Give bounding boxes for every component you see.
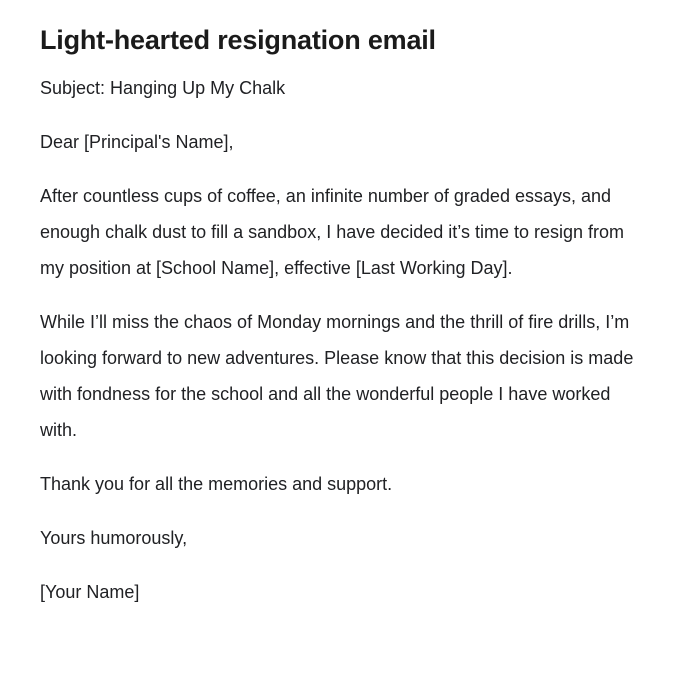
email-body-paragraph-3: Thank you for all the memories and support.	[40, 474, 393, 494]
email-closing: Yours humorously,	[40, 528, 188, 548]
email-body-paragraph-2: While I’ll miss the chaos of Monday mornings and the thrill of fire drills, I’m looking forward to new adventures. Please know that this decision is made with fondness for the school and all the wonderful people I have worked with.	[40, 312, 634, 440]
email-body-paragraph-1: After countless cups of coffee, an infinite number of graded essays, and enough chalk dust to fill a sandbox, I have decided it’s time to resign from my position at [School Name], effective [Last Working Day].	[40, 186, 624, 278]
email-subject-line: Subject: Hanging Up My Chalk	[40, 78, 286, 98]
email-signature: [Your Name]	[40, 582, 140, 602]
email-salutation: Dear [Principal's Name],	[40, 132, 234, 152]
page-title: Light-hearted resignation email	[40, 25, 436, 55]
